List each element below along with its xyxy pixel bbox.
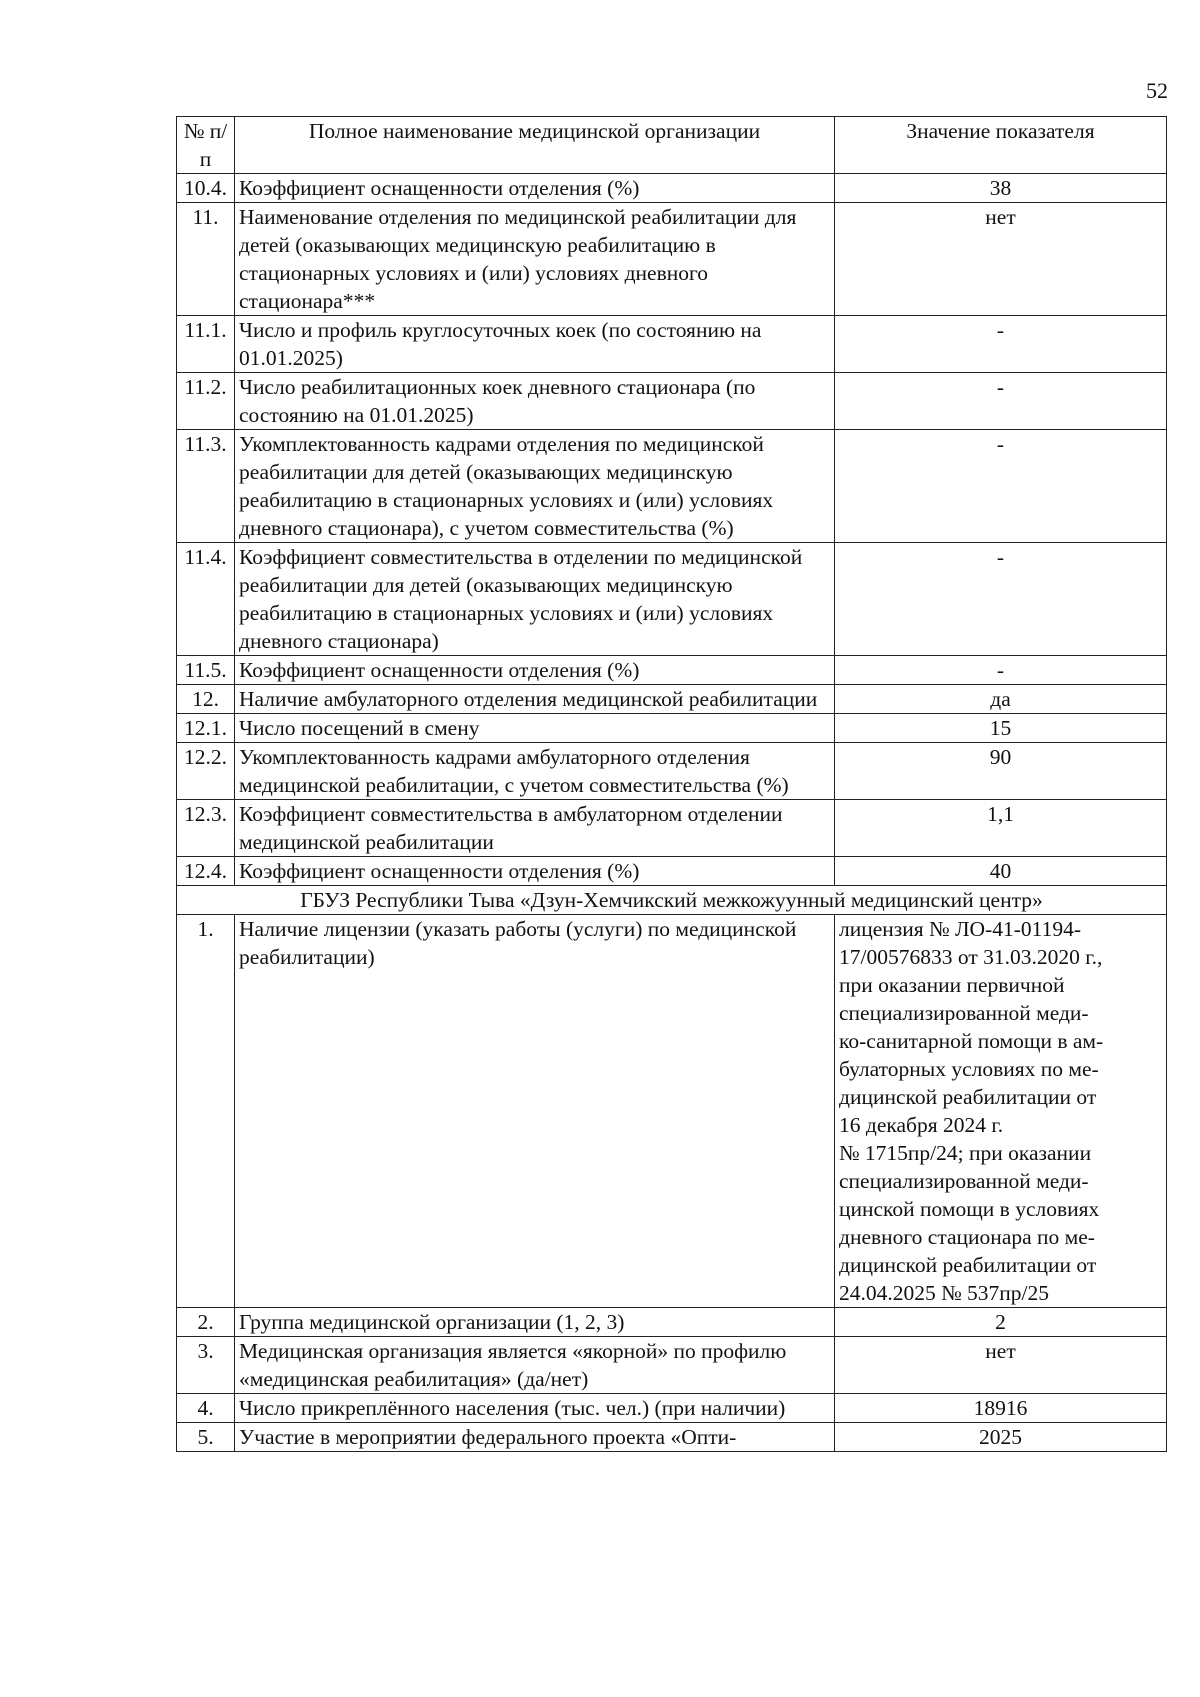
table-row — [177, 203, 1167, 316]
license-value-line: дицинской реабилитации от — [839, 1085, 1097, 1109]
row-name: Число и профиль круглосуточных коек (по состоянию на 01.01.2025) — [235, 316, 835, 373]
indicator-table — [176, 116, 1167, 1452]
row-value: - — [835, 316, 1167, 373]
row-name: Число посещений в смену — [235, 714, 835, 743]
row-name: Коэффициент оснащенности отделения (%) — [235, 656, 835, 685]
table-row — [177, 915, 1167, 1308]
table-row — [177, 1394, 1167, 1423]
row-number: 11.3. — [177, 430, 235, 543]
row-value: 40 — [835, 857, 1167, 886]
row-value: 2 — [835, 1308, 1167, 1337]
row-value: 2025 — [835, 1423, 1167, 1452]
license-value-line: лицензия № ЛО-41-01194- — [839, 917, 1081, 941]
license-value-line: ко-санитарной помощи в ам- — [839, 1029, 1104, 1053]
row-name: Наличие амбулаторного отделения медицинской реабилитации — [235, 685, 835, 714]
row-name: Коэффициент оснащенности отделения (%) — [235, 857, 835, 886]
row-name: Число реабилитационных коек дневного стационара (по состоянию на 01.01.2025) — [235, 373, 835, 430]
license-value-line: специализированной меди- — [839, 1169, 1089, 1193]
table-row — [177, 1337, 1167, 1394]
row-name: Число прикреплённого населения (тыс. чел.) (при наличии) — [235, 1394, 835, 1423]
row-number: 12.2. — [177, 743, 235, 800]
row-number: 12.4. — [177, 857, 235, 886]
row-name: Коэффициент совместительства в отделении по медицинской реабилитации для детей (оказывающих медицинскую реабилитацию в стационарных условиях и (или) условиях дневного стационара) — [235, 543, 835, 656]
row-value: - — [835, 373, 1167, 430]
license-value-line: № 1715пр/24; при оказании — [839, 1141, 1092, 1165]
section-title: ГБУЗ Республики Тыва «Дзун-Хемчикский межкожуунный медицинский центр» — [177, 886, 1167, 915]
row-value: 15 — [835, 714, 1167, 743]
row-number: 10.4. — [177, 174, 235, 203]
license-value-line: цинской помощи в условиях — [839, 1197, 1100, 1221]
license-value-line: 16 декабря 2024 г. — [839, 1113, 1004, 1137]
row-number: 1. — [177, 915, 235, 1308]
row-value: 18916 — [835, 1394, 1167, 1423]
row-number: 11.5. — [177, 656, 235, 685]
table-row — [177, 857, 1167, 886]
row-number: 11.2. — [177, 373, 235, 430]
table-row — [177, 743, 1167, 800]
row-number: 2. — [177, 1308, 235, 1337]
row-number: 11.1. — [177, 316, 235, 373]
row-value: 38 — [835, 174, 1167, 203]
row-number: 11. — [177, 203, 235, 316]
header-num: № п/п — [177, 117, 235, 174]
license-value-line: 24.04.2025 № 537пр/25 — [839, 1281, 1049, 1305]
table-row — [177, 714, 1167, 743]
row-value: - — [835, 430, 1167, 543]
table-row — [177, 1308, 1167, 1337]
row-name: Группа медицинской организации (1, 2, 3) — [235, 1308, 835, 1337]
row-value: - — [835, 543, 1167, 656]
license-value-line: 17/00576833 от 31.03.2020 г., — [839, 945, 1103, 969]
section-row — [177, 886, 1167, 915]
license-value-line: дневного стационара по ме- — [839, 1225, 1095, 1249]
license-value-line: при оказании первичной — [839, 973, 1065, 997]
row-name: Участие в мероприятии федерального проекта «Опти- — [235, 1423, 835, 1452]
rows-section-a — [177, 174, 1167, 886]
license-value — [835, 915, 1167, 1308]
row-value: 1,1 — [835, 800, 1167, 857]
row-value: нет — [835, 203, 1167, 316]
row-number: 12.3. — [177, 800, 235, 857]
row-value: да — [835, 685, 1167, 714]
page-number: 52 — [1146, 78, 1168, 103]
row-value: 90 — [835, 743, 1167, 800]
row-name: Медицинская организация является «якорной» по профилю «медицинская реабилитация» (да/нет) — [235, 1337, 835, 1394]
row-number: 12. — [177, 685, 235, 714]
row-number: 11.4. — [177, 543, 235, 656]
row-value: нет — [835, 1337, 1167, 1394]
table-row — [177, 543, 1167, 656]
row-name: Коэффициент совместительства в амбулаторном отделении медицинской реабилитации — [235, 800, 835, 857]
row-name: Коэффициент оснащенности отделения (%) — [235, 174, 835, 203]
row-number: 5. — [177, 1423, 235, 1452]
table-row — [177, 685, 1167, 714]
table-row — [177, 316, 1167, 373]
header-name: Полное наименование медицинской организации — [235, 117, 835, 174]
header-value: Значение показателя — [835, 117, 1167, 174]
table-row — [177, 430, 1167, 543]
row-number: 4. — [177, 1394, 235, 1423]
table-row — [177, 800, 1167, 857]
row-number: 12.1. — [177, 714, 235, 743]
rows-section-b — [177, 1308, 1167, 1452]
table-row — [177, 656, 1167, 685]
table-row — [177, 373, 1167, 430]
table-header-row — [177, 117, 1167, 174]
license-section — [177, 915, 1167, 1308]
license-value-line: дицинской реабилитации от — [839, 1253, 1097, 1277]
row-name: Укомплектованность кадрами амбулаторного отделения медицинской реабилитации, с учетом совместительства (%) — [235, 743, 835, 800]
row-value: - — [835, 656, 1167, 685]
row-name: Наименование отделения по медицинской реабилитации для детей (оказывающих медицинскую реабилитацию в стационарных условиях и (или) условиях дневного стационара*** — [235, 203, 835, 316]
table-row — [177, 1423, 1167, 1452]
row-name: Укомплектованность кадрами отделения по медицинской реабилитации для детей (оказывающих медицинскую реабилитацию в стационарных условиях и (или) условиях дневного стационара), с учетом совместительства (%) — [235, 430, 835, 543]
license-value-line: булаторных условиях по ме- — [839, 1057, 1099, 1081]
table-row — [177, 174, 1167, 203]
license-value-line: специализированной меди- — [839, 1001, 1089, 1025]
row-number: 3. — [177, 1337, 235, 1394]
section-header — [177, 886, 1167, 915]
row-name: Наличие лицензии (указать работы (услуги) по медицинской реабилитации) — [235, 915, 835, 1308]
